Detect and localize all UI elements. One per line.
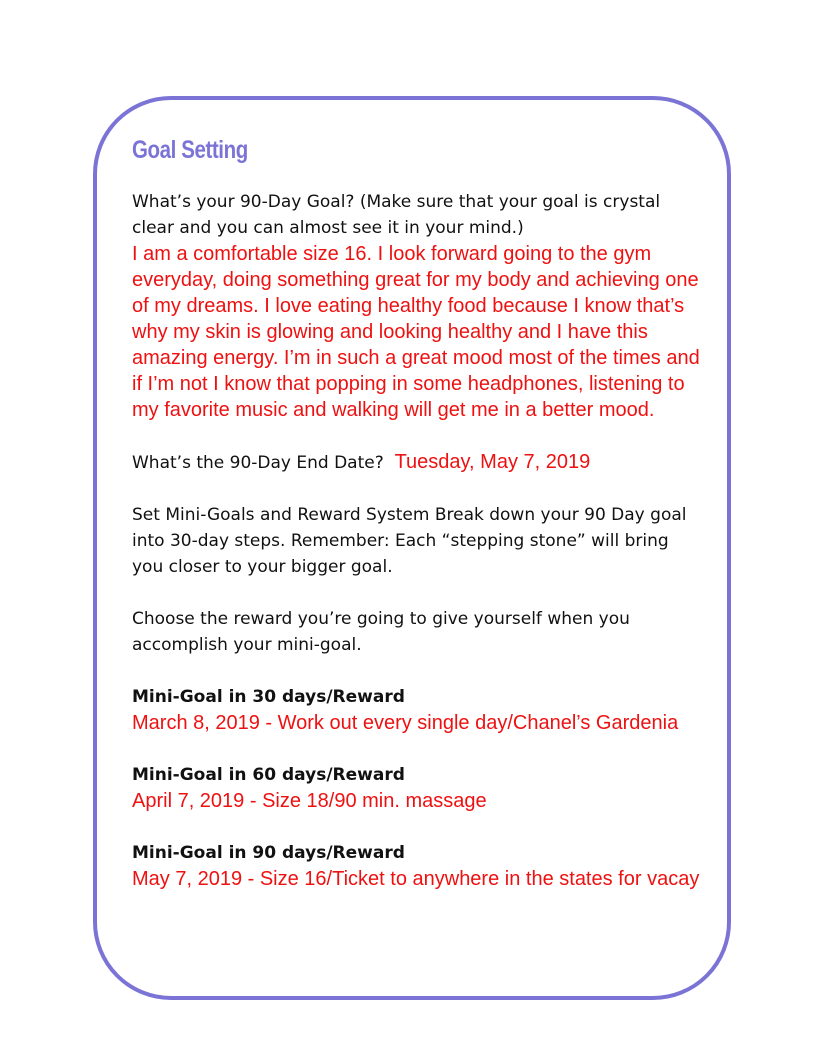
mini-goal-30-answer: March 8, 2019 - Work out every single day/Chanel’s Gardenia (132, 712, 679, 734)
mini-goal-90-label: Mini-Goal in 90 days/Reward (132, 843, 405, 863)
mini-goal-30-label: Mini-Goal in 30 days/Reward (132, 687, 405, 707)
worksheet-content (132, 134, 702, 892)
goal-answer: I am a comfortable size 16. I look forward going to the gym everyday, doing something great for my body and achieving one of my dreams. I love eating healthy food because I know that’s why my skin is glowing and looking healthy and I have this amazing energy. I’m in such a great mood most of the times and if I’m not I know that popping in some headphones, listening to my favorite music and walking will get me in a better mood. (132, 243, 700, 421)
page-title: Goal Setting (132, 136, 248, 164)
mini-goal-60-answer: April 7, 2019 - Size 18/90 min. massage (132, 790, 487, 812)
mini-goal-90-answer: May 7, 2019 - Size 16/Ticket to anywhere in the states for vacay (132, 868, 700, 890)
end-date-answer: Tuesday, May 7, 2019 (394, 451, 591, 473)
end-date-row (132, 449, 702, 476)
reward-intro: Choose the reward you’re going to give yourself when you accomplish your mini-goal. (132, 609, 630, 655)
mini-goal-60-label: Mini-Goal in 60 days/Reward (132, 765, 405, 785)
goal-prompt: What’s your 90-Day Goal? (Make sure that your goal is crystal clear and you can almost see it in your mind.) (132, 192, 661, 238)
end-date-prompt: What’s the 90-Day End Date? (132, 453, 384, 473)
mini-goals-intro: Set Mini-Goals and Reward System Break down your 90 Day goal into 30-day steps. Remember: Each “stepping stone” will bring you closer to your bigger goal. (132, 505, 687, 577)
